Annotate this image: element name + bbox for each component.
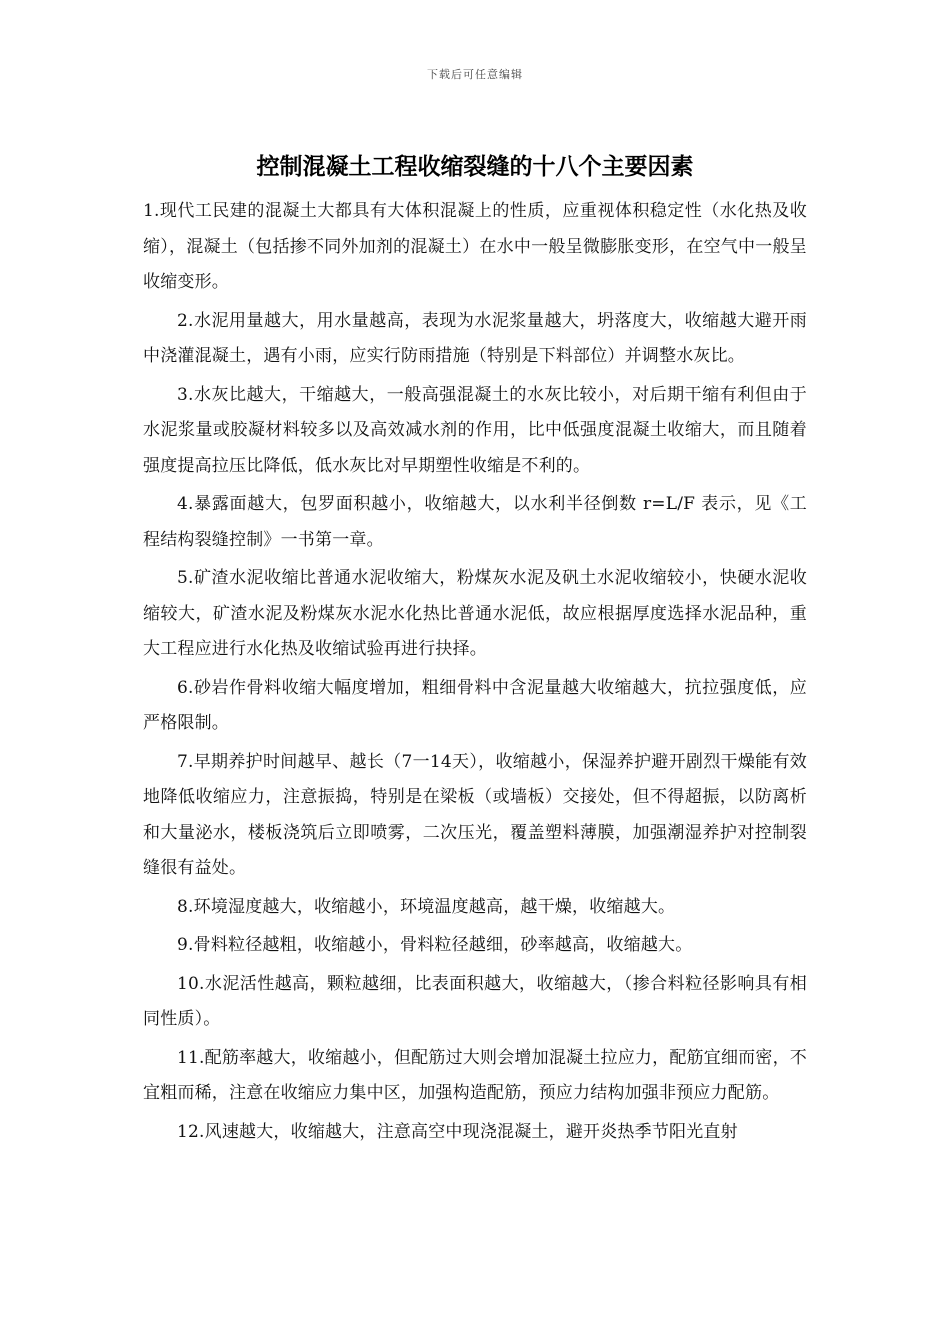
paragraph-11: 11.配筋率越大，收缩越小，但配筋过大则会增加混凝土拉应力，配筋宜细而密，不宜粗而稀，注意在收缩应力集中区，加强构造配筋，预应力结构加强非预应力配筋。 <box>143 1047 807 1103</box>
paragraph-1: 1.现代工民建的混凝土大都具有大体积混凝上的性质，应重视体积稳定性（水化热及收缩），混凝土（包括掺不同外加剂的混凝土）在水中一般呈微膨胀变形，在空气中一般呈收缩变形。 <box>143 201 807 292</box>
paragraph-10: 10.水泥活性越高，颗粒越细，比表面积越大，收缩越大，（掺合料粒径影响具有相同性质）。 <box>143 973 807 1029</box>
paragraph-9: 9.骨料粒径越粗，收缩越小，骨料粒径越细，砂率越高，收缩越大。 <box>177 935 693 955</box>
paragraph-12: 12.风速越大，收缩越大，注意高空中现浇混凝土，避开炎热季节阳光直射 <box>177 1121 738 1142</box>
paragraph-3: 3.水灰比越大，干缩越大，一般高强混凝土的水灰比较小，对后期干缩有利但由于水泥浆量或胶凝材料较多以及高效减水剂的作用，比中低强度混凝土收缩大，而且随着强度提高拉压比降低，低水灰比对早期塑性收缩是不利的。 <box>143 384 807 476</box>
paragraph-6: 6.砂岩作骨料收缩大幅度增加，粗细骨料中含泥量越大收缩越大，抗拉强度低，应严格限制。 <box>143 677 807 733</box>
paragraph-5: 5.矿渣水泥收缩比普通水泥收缩大，粉煤灰水泥及矾土水泥收缩较小，快硬水泥收缩较大，矿渣水泥及粉煤灰水泥水化热比普通水泥低，故应根据厚度选择水泥品种，重大工程应进行水化热及收缩试验再进行抉择。 <box>143 568 807 659</box>
paragraph-2: 2.水泥用量越大，用水量越高，表现为水泥浆量越大，坍落度大，收缩越大避开雨中浇灌混凝土，遇有小雨，应实行防雨措施（特别是下料部位）并调整水灰比。 <box>143 310 807 366</box>
paragraph-8: 8.环境湿度越大，收缩越小，环境温度越高，越干燥，收缩越大。 <box>177 896 676 917</box>
document-title: 控制混凝土工程收缩裂缝的十八个主要因素 <box>256 154 694 180</box>
paragraph-7: 7.早期养护时间越早、越长（7一14天），收缩越小，保湿养护避开剧烈干燥能有效地降低收缩应力，注意振捣，特别是在梁板（或墙板）交接处，但不得超振，以防离析和大量泌水，楼板浇筑后立即喷雾，二次压光，覆盖塑料薄膜，加强潮湿养护对控制裂缝很有益处。 <box>143 751 807 878</box>
paragraph-4: 4.暴露面越大，包罗面积越小，收缩越大，以水利半径倒数 r=L/F 表示，见《工程结构裂缝控制》一书第一章。 <box>143 494 807 550</box>
document-body <box>143 194 807 1153</box>
header-note: 下载后可任意编辑 <box>427 68 523 81</box>
